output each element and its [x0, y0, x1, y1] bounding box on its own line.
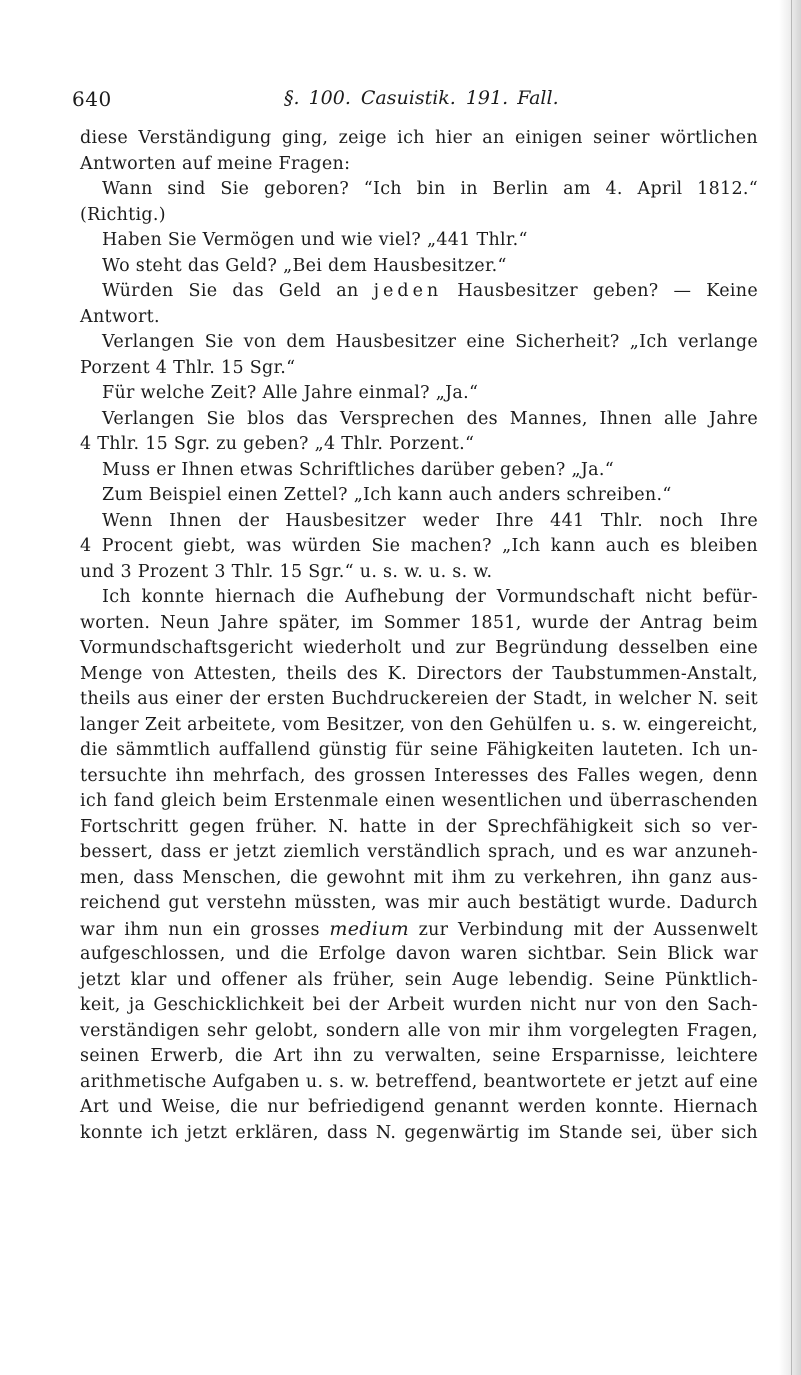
text-line: Porzent 4 Thlr. 15 Sgr.“ — [80, 357, 296, 378]
text-line: diese Verständigung ging, zeige ich hier an einigen seiner wörtlichen — [80, 128, 758, 148]
text-line — [80, 917, 758, 943]
text-line: Ich konnte hiernach die Aufhebung der Vormundschaft nicht befür- — [102, 587, 758, 607]
page-edge-line — [791, 0, 792, 1375]
text-line: Wo steht das Geld? „Bei dem Hausbesitzer.“ — [102, 255, 507, 276]
text-line: Für welche Zeit? Alle Jahre einmal? „Ja.“ — [102, 383, 479, 403]
text-line: reichend gut verstehn müssten, was mir auch bestätigt wurde. Dadurch — [80, 893, 758, 913]
running-header — [72, 87, 772, 117]
text-line: Fortschritt gegen früher. N. hatte in der Sprechfähigkeit sich so ver- — [80, 816, 758, 837]
text-line: und 3 Prozent 3 Thlr. 15 Sgr.“ u. s. w. u. s. w. — [80, 561, 493, 582]
text-line: keit, ja Geschicklichkeit bei der Arbeit wurden nicht nur von den Sach- — [80, 995, 758, 1015]
text-line: aufgeschlossen, und die Erfolge davon waren sichtbar. Sein Blick war — [80, 944, 758, 964]
text-line: Art und Weise, die nur befriedigend genannt werden konnte. Hiernach — [80, 1097, 758, 1117]
text-run: Hausbesitzer geben? — Keine — [457, 281, 758, 301]
italic-word: medium — [329, 917, 409, 940]
text-run: war ihm nun ein grosses — [80, 919, 320, 940]
text-run: zur Verbindung mit der Aussenwelt — [418, 919, 758, 940]
text-line: Haben Sie Vermögen und wie viel? „441 Thlr.“ — [102, 230, 528, 250]
section-number: §. 100. — [284, 87, 351, 109]
text-line: arithmetische Aufgaben u. s. w. betreffend, beantwortete er jetzt auf eine — [80, 1071, 758, 1092]
text-line: Wenn Ihnen der Hausbesitzer weder Ihre 441 Thlr. noch Ihre — [102, 510, 758, 531]
text-line: men, dass Menschen, die gewohnt mit ihm zu verkehren, ihn ganz aus- — [80, 867, 758, 888]
text-line: bessert, dass er jetzt ziemlich verständlich sprach, und es war anzuneh- — [80, 842, 758, 862]
text-line: Vormundschaftsgericht wiederholt und zur Begründung desselben eine — [80, 638, 758, 658]
text-line: Muss er Ihnen etwas Schriftliches darüber geben? „Ja.“ — [102, 459, 615, 480]
text-line: verständigen sehr gelobt, sondern alle von mir ihm vorgelegten Fragen, — [80, 1020, 758, 1041]
text-line: worten. Neun Jahre später, im Sommer 1851, wurde der Antrag beim — [80, 612, 758, 633]
text-run: Würden Sie das Geld an — [102, 281, 359, 301]
emphasized-word: jeden — [373, 281, 443, 301]
text-line: Wann sind Sie geboren? “Ich bin in Berlin am 4. April 1812.“ — [102, 179, 758, 199]
text-line: Menge von Attesten, theils des K. Directors der Taubstummen-Anstalt, — [80, 663, 758, 684]
text-line — [80, 279, 758, 305]
text-line: Antworten auf meine Fragen: — [80, 153, 351, 174]
text-line: jetzt klar und offener als früher, sein Auge lebendig. Seine Pünktlich- — [80, 969, 758, 990]
text-line: Zum Beispiel einen Zettel? „Ich kann auch anders schreiben.“ — [102, 485, 672, 505]
case-number: 191. Fall. — [465, 87, 559, 109]
body-text — [80, 126, 758, 1146]
text-line: Verlangen Sie blos das Versprechen des Mannes, Ihnen alle Jahre — [102, 408, 758, 429]
text-line: 4 Thlr. 15 Sgr. zu geben? „4 Thlr. Porzent.“ — [80, 434, 475, 454]
text-line: Antwort. — [80, 306, 160, 327]
text-line: die sämmtlich auffallend günstig für seine Fähigkeiten lauteten. Ich un- — [80, 740, 758, 760]
text-line: theils aus einer der ersten Buchdruckereien der Stadt, in welcher N. seit — [80, 689, 758, 709]
page-number: 640 — [72, 87, 112, 111]
text-line: langer Zeit arbeitete, vom Besitzer, von den Gehülfen u. s. w. eingereicht, — [80, 714, 758, 735]
text-line: (Richtig.) — [80, 204, 166, 225]
text-line: Verlangen Sie von dem Hausbesitzer eine Sicherheit? „Ich verlange — [102, 332, 758, 352]
text-line: 4 Procent giebt, was würden Sie machen? „Ich kann auch es bleiben — [80, 536, 758, 556]
running-head-title — [284, 87, 559, 109]
text-line: seinen Erwerb, die Art ihn zu verwalten, seine Ersparnisse, leichtere — [80, 1046, 758, 1066]
text-line: tersuchte ihn mehrfach, des grossen Interesses des Falles wegen, denn — [80, 765, 758, 786]
page-edge-shadow — [779, 0, 801, 1375]
chapter-title: Casuistik. — [360, 87, 456, 109]
text-line: ich fand gleich beim Erstenmale einen wesentlichen und überraschenden — [80, 791, 758, 811]
text-line: konnte ich jetzt erklären, dass N. gegenwärtig im Stande sei, über sich — [80, 1122, 758, 1143]
